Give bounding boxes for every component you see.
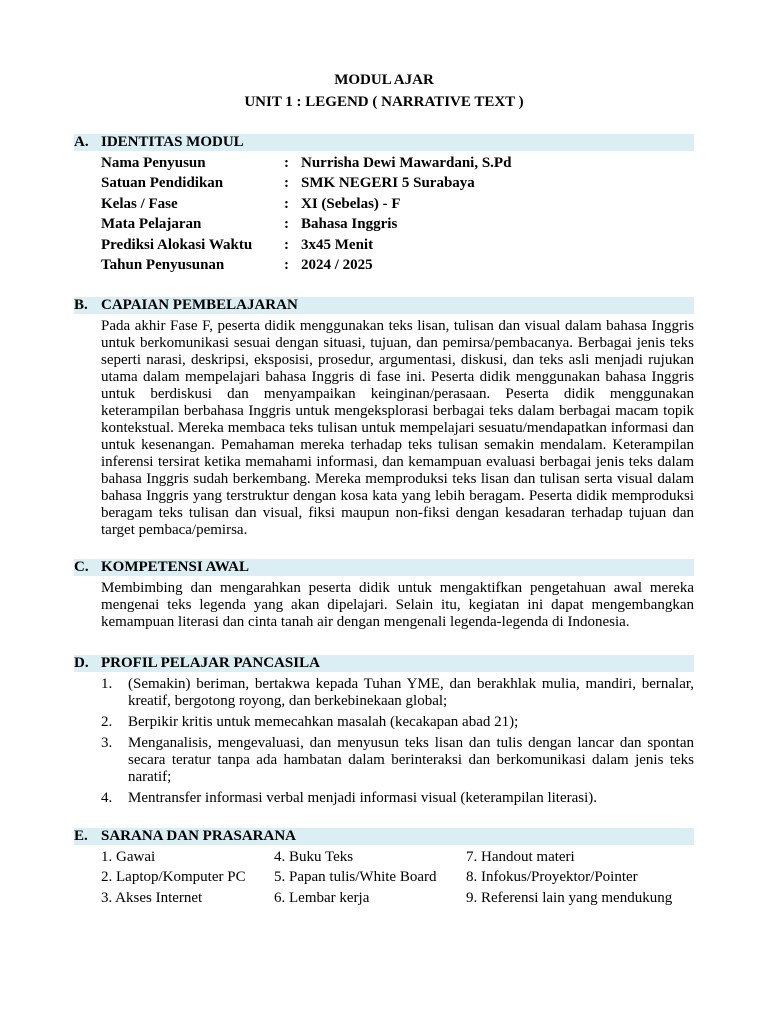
section-title: PROFIL PELAJAR PANCASILA [101, 655, 320, 671]
identity-row [101, 196, 701, 216]
profil-list [101, 676, 694, 811]
sarana-item: 2. Laptop/Komputer PC [101, 869, 246, 885]
identity-key: Tahun Penyusunan [101, 257, 225, 273]
identity-separator: : [284, 155, 289, 171]
identity-row [101, 257, 701, 277]
document-subtitle: UNIT 1 : LEGEND ( NARRATIVE TEXT ) [244, 94, 524, 110]
sarana-item: 8. Infokus/Proyektor/Pointer [466, 869, 638, 885]
identity-separator: : [284, 175, 289, 191]
sarana-item: 5. Papan tulis/White Board [274, 869, 437, 885]
identity-row [101, 237, 701, 257]
list-item [101, 714, 694, 731]
list-number: 1. [101, 676, 113, 692]
identity-key: Satuan Pendidikan [101, 175, 224, 191]
identity-key: Prediksi Alokasi Waktu [101, 237, 253, 253]
identity-value: SMK NEGERI 5 Surabaya [301, 175, 475, 191]
section-c-heading [74, 559, 694, 576]
identity-row [101, 216, 701, 236]
sarana-item: 4. Buku Teks [274, 849, 354, 865]
list-text: Mentransfer informasi verbal menjadi informasi visual (keterampilan literasi). [128, 790, 598, 806]
sarana-item: 7. Handout materi [466, 849, 575, 865]
identity-value: XI (Sebelas) - F [301, 196, 401, 212]
section-a-heading [74, 134, 694, 151]
identity-separator: : [284, 237, 289, 253]
identity-key: Mata Pelajaran [101, 216, 202, 232]
identity-row [101, 175, 701, 195]
section-e-heading [74, 828, 694, 845]
list-number: 4. [101, 790, 113, 806]
section-title: SARANA DAN PRASARANA [101, 828, 297, 844]
identity-value: 3x45 Menit [301, 237, 374, 253]
identity-value: 2024 / 2025 [301, 257, 373, 273]
list-number: 2. [101, 714, 113, 730]
section-letter: B. [74, 297, 88, 313]
identity-separator: : [284, 216, 289, 232]
identity-key: Kelas / Fase [101, 196, 178, 212]
kompetensi-paragraph: Membimbing dan mengarahkan peserta didik untuk mengaktifkan pengetahuan awal mereka mengenai teks legenda yang akan dipelajari. Selain itu, kegiatan ini dapat mengembangkan kemampuan literasi dan cinta tanah air dengan mengenali legenda-legenda di Indonesia. [101, 580, 694, 630]
identity-separator: : [284, 257, 289, 273]
list-item [101, 676, 694, 710]
section-letter: C. [74, 559, 89, 575]
list-text: Menganalisis, mengevaluasi, dan menyusun teks lisan dan tulis dengan lancar dan spontan secara teratur tanpa ada hambatan dalam berinteraksi dan berkomunikasi dalam jenis teks naratif; [128, 735, 694, 785]
section-letter: E. [74, 828, 88, 844]
list-item [101, 735, 694, 786]
list-text: Berpikir kritis untuk memecahkan masalah (kecakapan abad 21); [128, 714, 519, 730]
section-d-heading [74, 655, 694, 672]
identity-separator: : [284, 196, 289, 212]
sarana-item: 9. Referensi lain yang mendukung [466, 890, 673, 906]
list-item [101, 790, 694, 807]
sarana-item: 3. Akses Internet [101, 890, 203, 906]
identity-key: Nama Penyusun [101, 155, 206, 171]
list-text: (Semakin) beriman, bertakwa kepada Tuhan YME, dan berakhlak mulia, mandiri, bernalar, kreatif, bergotong royong, dan berkebinekaan global; [128, 676, 694, 709]
section-title: IDENTITAS MODUL [101, 134, 244, 150]
section-letter: D. [74, 655, 89, 671]
sarana-item: 1. Gawai [101, 849, 156, 865]
identity-row [101, 155, 701, 175]
capaian-paragraph: Pada akhir Fase F, peserta didik menggunakan teks lisan, tulisan dan visual dalam bahasa Inggris untuk berkomunikasi sesuai dengan situasi, tujuan, dan pemirsa/pembacanya. Berbagai jenis teks seperti narasi, deskripsi, eksposisi, prosedur, argumentasi, diskusi, dan teks asli menjadi rujukan utama dalam mempelajari bahasa Inggris di fase ini. Peserta didik menggunakan bahasa Inggris untuk berdiskusi dan menyampaikan keinginan/perasaan. Peserta didik menggunakan keterampilan berbahasa Inggris untuk mengeksplorasi berbagai teks dalam berbagai macam topik kontekstual. Mereka membaca teks tulisan untuk mempelajari sesuatu/mendapatkan informasi dan untuk kesenangan. Pemahaman mereka terhadap teks tulisan semakin mendalam. Keterampilan inferensi tersirat ketika memahami informasi, dan kemampuan evaluasi berbagai jenis teks dalam bahasa Inggris sudah berkembang. Mereka memproduksi teks lisan dan tulisan serta visual dalam bahasa Inggris yang terstruktur dengan kosa kata yang lebih beragam. Peserta didik memproduksi beragam teks tulisan dan visual, fiksi maupun non-fiksi dengan kesadaran terhadap tujuan dan target pembaca/pemirsa. [101, 318, 694, 538]
sarana-item: 6. Lembar kerja [274, 890, 370, 906]
identity-value: Bahasa Inggris [301, 216, 398, 232]
document-title: MODUL AJAR [334, 72, 434, 88]
identity-value: Nurrisha Dewi Mawardani, S.Pd [301, 155, 512, 171]
section-letter: A. [74, 134, 89, 150]
list-number: 3. [101, 735, 113, 751]
section-title: CAPAIAN PEMBELAJARAN [101, 297, 298, 313]
section-b-heading [74, 297, 694, 314]
section-title: KOMPETENSI AWAL [101, 559, 249, 575]
